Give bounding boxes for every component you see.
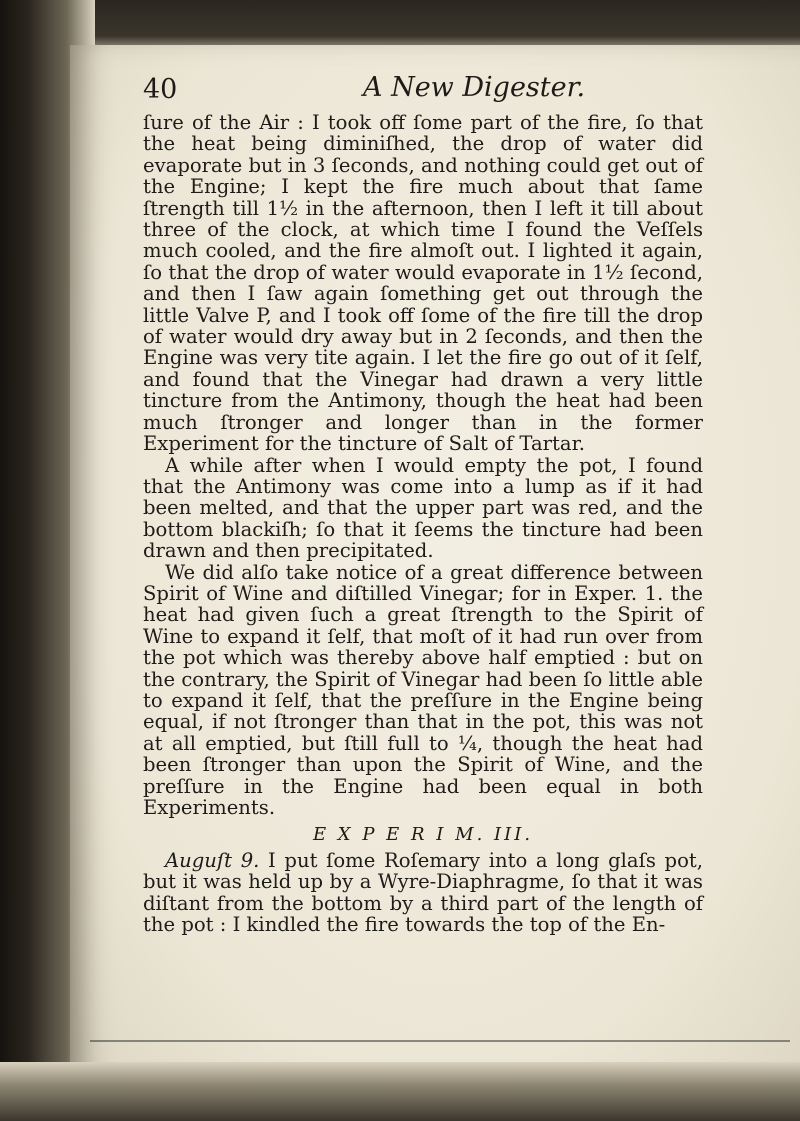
running-head [143,66,703,110]
running-title: A New Digester. [363,72,586,103]
book-bottom-edge [0,1062,800,1121]
experiment-date: Auguſt 9. [165,848,260,872]
page-number: 40 [143,74,178,105]
paragraph-2: A while after when I would empty the pot, I found that the Antimony was come into a lump as if it had been melted, and that the upper part was red, and the bottom blackiſh; ſo that it ſeems the tincture had been drawn and then precipitated. [143,453,703,563]
paragraph-3: We did alſo take notice of a great difference between Spirit of Wine and diſtilled Vinegar; for in Exper. 1. the heat had given ſuch a great ſtrength to the Spirit of Wine to expand it ſelf, that moſt of it had run over from the pot which was thereby above half emptied : but on the contrary, the Spirit of Vinegar had been ſo little able to expand it ſelf, that the preſſure in the Engine being equal, if not ſtronger than that in the pot, this was not at all emptied, but ſtill full to ¼, though the heat had been ſtronger than upon the Spirit of Wine, and the preſſure in the Engine had been equal in both Experiments. [143,560,703,819]
experiment-paragraph [143,850,703,936]
body-text [143,112,703,935]
page-bottom-rule [90,1040,790,1042]
experiment-text: I put ſome Roſemary into a long glaſs pot, but it was held up by a Wyre-Diaphragme, ſo that it was diſtant from the bottom by a third part of the length of the pot : I kindled the fire towards the top of the En- [143,848,703,937]
paragraph-1: ſure of the Air : I took off ſome part of the fire, ſo that the heat being diminiſhed, the drop of water did evaporate but in 3 ſeconds, and nothing could get out of the Engine; I kept the fire much about that ſame ſtrength till 1½ in the afternoon, then I left it till about three of the clock, at which time I found the Veſſels much cooled, and the fire almoſt out. I lighted it again, ſo that the drop of water would evaporate in 1½ ſecond, and then I ſaw again ſomething get out through the little Valve P, and I took off ſome of the fire till the drop of water would dry away but in 2 ſeconds, and then the Engine was very tite again. I let the fire go out of it ſelf, and found that the Vinegar had drawn a very little tincture from the Antimony, though the heat had been much ſtronger and longer than in the former Experiment for the tincture of Salt of Tartar. [143,111,703,456]
experiment-heading: E X P E R I M. III. [312,824,534,846]
